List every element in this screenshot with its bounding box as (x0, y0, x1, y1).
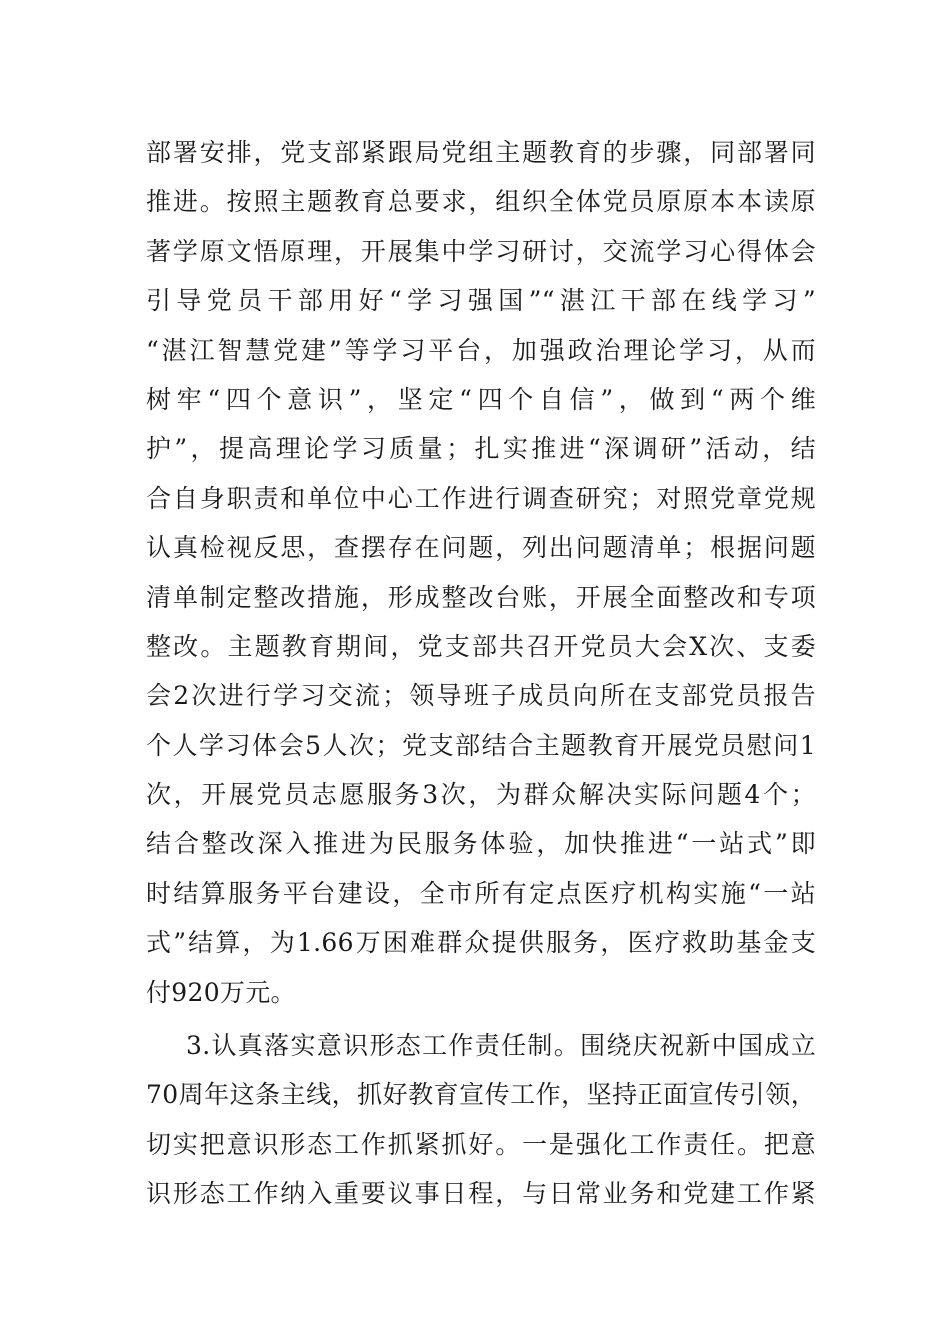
paragraph-line: 引导党员干部用好“学习强国”“湛江干部在线学习” (146, 286, 816, 316)
paragraph-line: 式”结算，为1.66万困难群众提供服务，医疗救助基金支 (146, 928, 816, 958)
paragraph-line: “湛江智慧党建”等学习平台，加强政治理论学习，从而 (146, 335, 816, 365)
paragraph-line: 合自身职责和单位中心工作进行调查研究；对照党章党规 (146, 483, 816, 513)
paragraph-2 (146, 1021, 816, 1219)
paragraph-line: 结合整改深入推进为民服务体验，加快推进“一站式”即 (146, 829, 816, 859)
document-body (146, 128, 816, 1219)
paragraph-line: 部署安排，党支部紧跟局党组主题教育的步骤，同部署同 (146, 138, 816, 167)
paragraph-line: 次，开展党员志愿服务3次，为群众解决实际问题4个； (146, 780, 816, 810)
paragraph-line: 个人学习体会5人次；党支部结合主题教育开展党员慰问1 (146, 730, 816, 760)
paragraph-line: 整改。主题教育期间，党支部共召开党员大会X次、支委 (146, 631, 816, 661)
paragraph-1 (146, 128, 816, 1017)
paragraph-line: 切实把意识形态工作抓紧抓好。一是强化工作责任。把意 (146, 1129, 816, 1159)
paragraph-line: 著学原文悟原理，开展集中学习研讨，交流学习心得体会 (146, 236, 816, 266)
paragraph-line: 3.认真落实意识形态工作责任制。围绕庆祝新中国成立 (186, 1031, 816, 1061)
paragraph-line: 会2次进行学习交流；领导班子成员向所在支部党员报告 (146, 681, 816, 711)
paragraph-line: 护”，提高理论学习质量；扎实推进“深调研”活动，结 (146, 434, 816, 464)
paragraph-line: 付920万元。 (146, 977, 296, 1007)
paragraph-line: 树牢“四个意识”，坚定“四个自信”，做到“两个维 (146, 384, 816, 414)
paragraph-line: 识形态工作纳入重要议事日程，与日常业务和党建工作紧 (146, 1179, 816, 1209)
paragraph-line: 时结算服务平台建设，全市所有定点医疗机构实施“一站 (146, 878, 816, 908)
paragraph-line: 清单制定整改措施，形成整改台账，开展全面整改和专项 (146, 582, 816, 612)
paragraph-line: 认真检视反思，查摆存在问题，列出问题清单；根据问题 (146, 533, 816, 563)
paragraph-line: 推进。按照主题教育总要求，组织全体党员原原本本读原 (146, 187, 816, 217)
paragraph-line: 70周年这条主线，抓好教育宣传工作，坚持正面宣传引领， (146, 1080, 816, 1110)
